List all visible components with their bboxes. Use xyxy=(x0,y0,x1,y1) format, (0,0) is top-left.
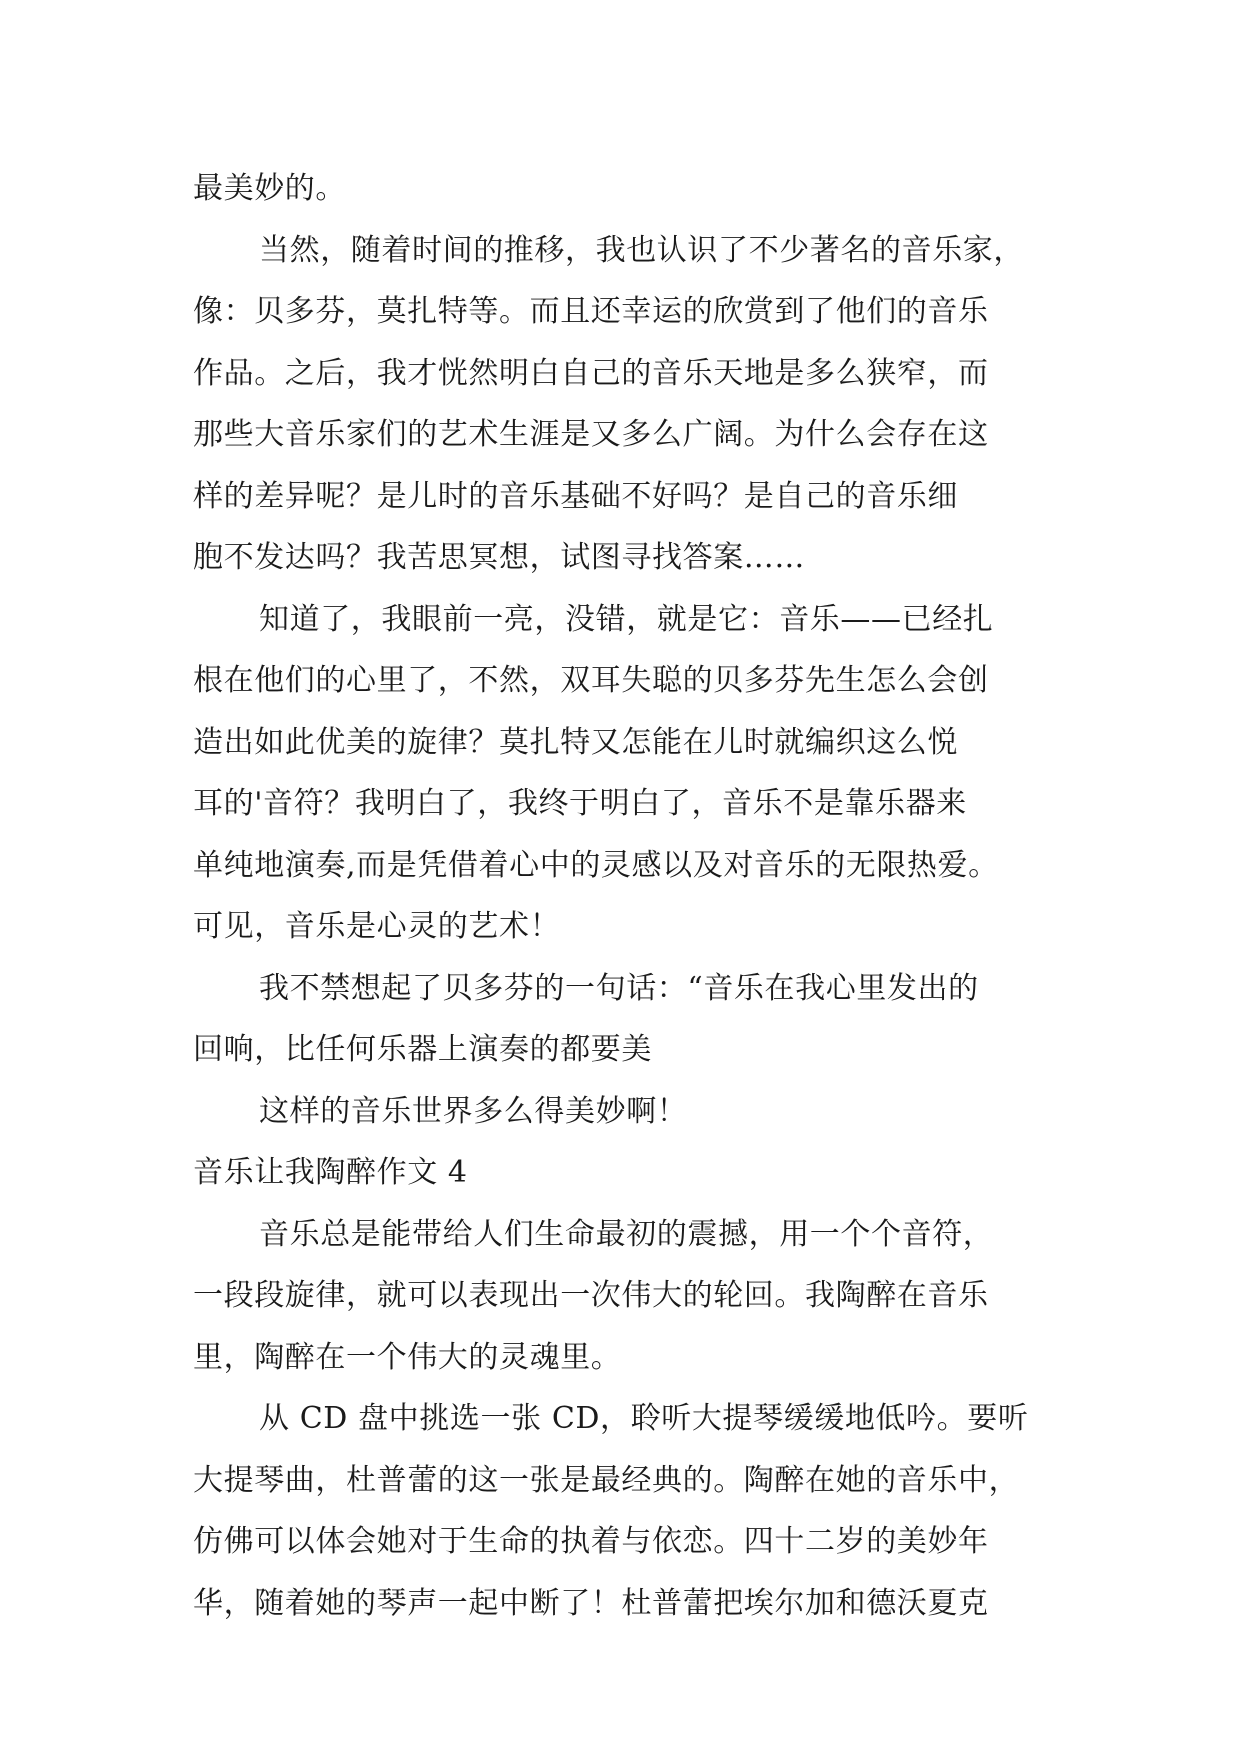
text-line: 从 CD 盘中挑选一张 CD，聆听大提琴缓缓地低吟。要听 xyxy=(259,1401,1029,1436)
text-line: 我不禁想起了贝多芬的一句话：“音乐在我心里发出的 xyxy=(259,970,979,1006)
text-line: 可见，音乐是心灵的艺术！ xyxy=(193,909,561,944)
text-line: 胞不发达吗？我苦思冥想，试图寻找答案…… xyxy=(193,540,805,575)
text-line: 音乐总是能带给人们生命最初的震撼，用一个个音符， xyxy=(259,1216,994,1252)
text-line: 最美妙的。 xyxy=(193,171,346,206)
text-line: 一段段旋律，就可以表现出一次伟大的轮回。我陶醉在音乐 xyxy=(193,1278,989,1313)
text-line: 华，随着她的琴声一起中断了！杜普蕾把埃尔加和德沃夏克 xyxy=(193,1585,989,1621)
text-line: 大提琴曲，杜普蕾的这一张是最经典的。陶醉在她的音乐中， xyxy=(193,1462,1020,1498)
text-line: 这样的音乐世界多么得美妙啊！ xyxy=(259,1093,688,1129)
section-heading: 音乐让我陶醉作文 4 xyxy=(193,1155,468,1190)
text-line: 知道了，我眼前一亮，没错，就是它：音乐——已经扎 xyxy=(259,601,994,637)
text-line: 造出如此优美的旋律？莫扎特又怎能在儿时就编织这么悦 xyxy=(193,724,958,760)
text-line: 样的差异呢？是儿时的音乐基础不好吗？是自己的音乐细 xyxy=(193,478,958,514)
text-line: 那些大音乐家们的艺术生涯是又多么广阔。为什么会存在这 xyxy=(193,417,989,452)
text-line: 单纯地演奏,而是凭借着心中的灵感以及对音乐的无限热爱。 xyxy=(193,847,999,883)
text-line: 根在他们的心里了，不然，双耳失聪的贝多芬先生怎么会创 xyxy=(193,663,989,698)
text-line: 回响，比任何乐器上演奏的都要美 xyxy=(193,1032,652,1067)
text-line: 像：贝多芬，莫扎特等。而且还幸运的欣赏到了他们的音乐 xyxy=(193,294,989,329)
text-line: 耳的'音符？我明白了，我终于明白了，音乐不是靠乐器来 xyxy=(193,786,967,821)
text-line: 里，陶醉在一个伟大的灵魂里。 xyxy=(193,1339,622,1375)
text-line: 当然，随着时间的推移，我也认识了不少著名的音乐家， xyxy=(259,232,1024,268)
text-line: 仿佛可以体会她对于生命的执着与依恋。四十二岁的美妙年 xyxy=(193,1524,989,1559)
document-body xyxy=(193,158,1053,1634)
text-line: 作品。之后，我才恍然明白自己的音乐天地是多么狭窄，而 xyxy=(193,355,989,391)
